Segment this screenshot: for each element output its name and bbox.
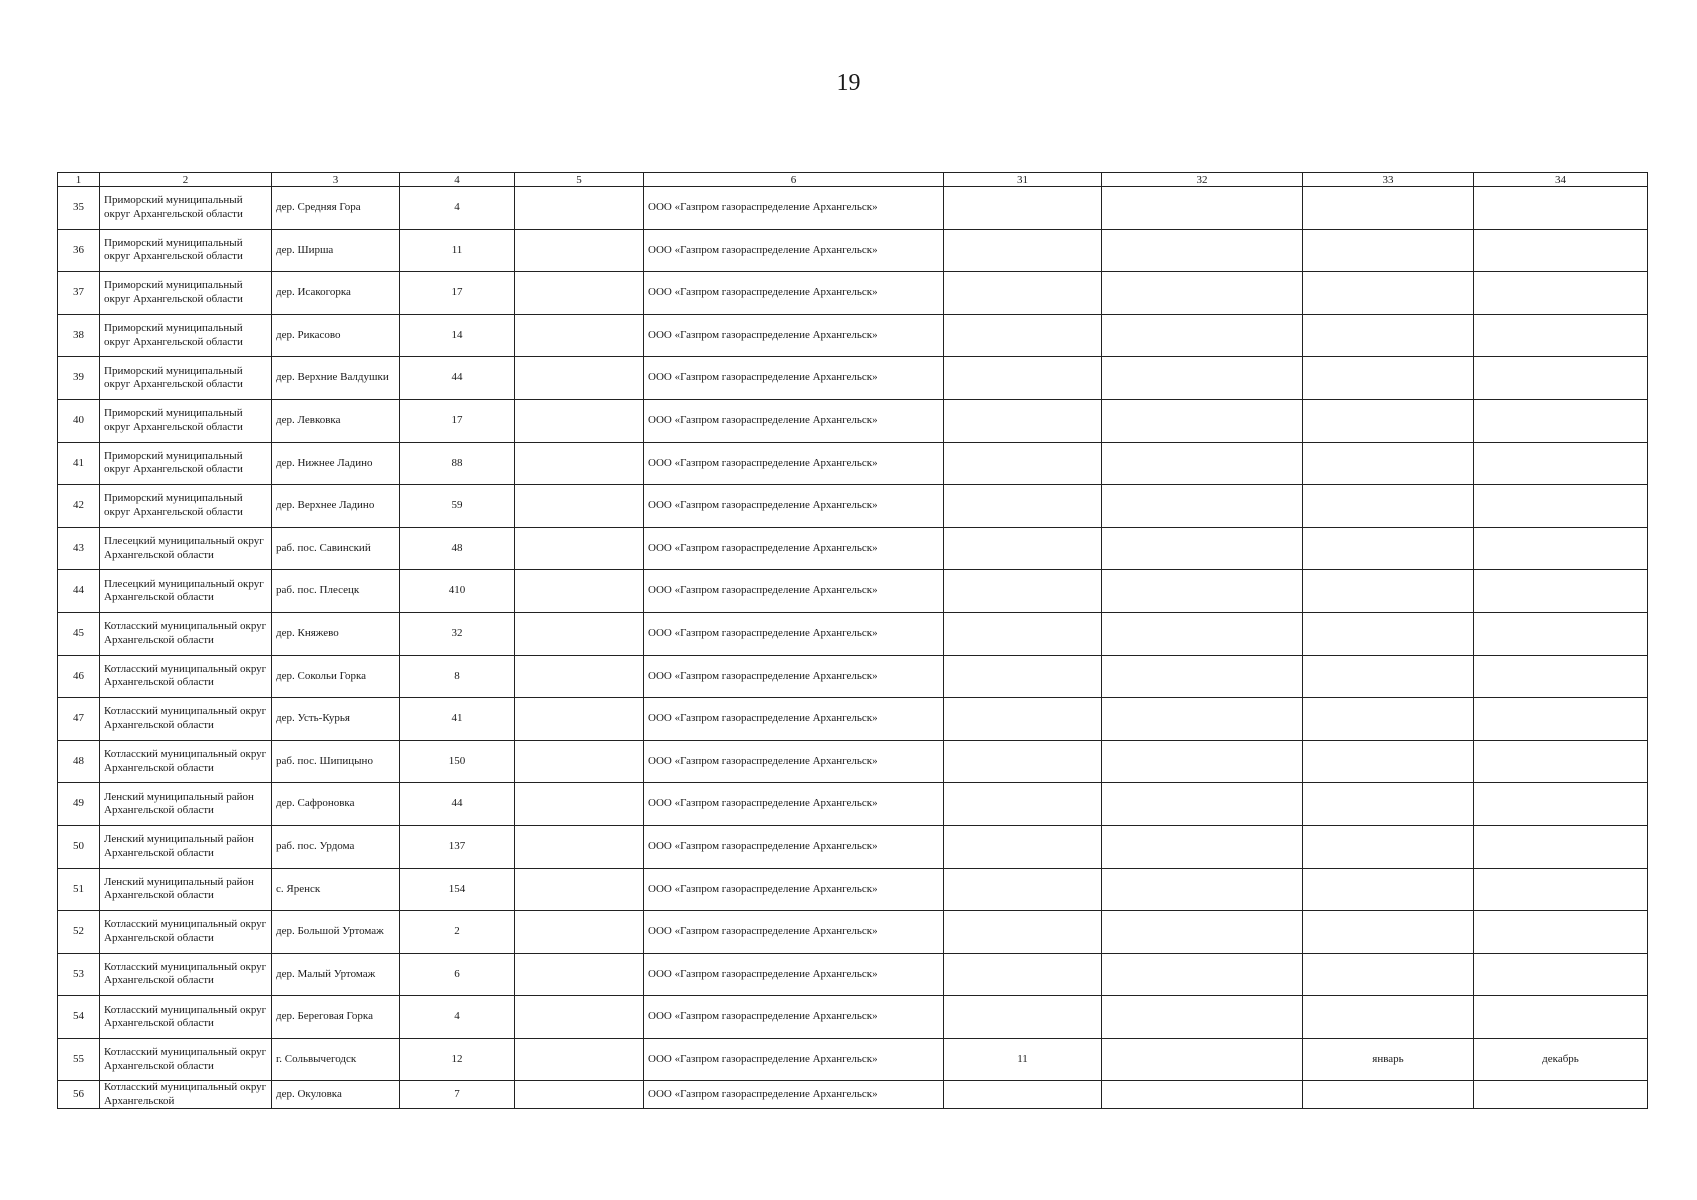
column-31-cell [944, 783, 1102, 826]
row-number: 50 [58, 825, 100, 868]
column-32-cell [1102, 442, 1303, 485]
district-cell: Ленский муниципальный район Архангельской области [100, 783, 272, 826]
column-34-cell [1474, 570, 1648, 613]
column-5-cell [515, 399, 644, 442]
table-row [58, 783, 1648, 826]
district-cell: Котласский муниципальный округ Архангельской области [100, 698, 272, 741]
organization-cell: ООО «Газпром газораспределение Архангельск» [644, 187, 944, 230]
column-34-cell [1474, 868, 1648, 911]
column-header: 2 [100, 173, 272, 187]
column-33-cell [1303, 996, 1474, 1039]
column-34-cell [1474, 442, 1648, 485]
organization-cell: ООО «Газпром газораспределение Архангельск» [644, 911, 944, 954]
column-33-cell [1303, 953, 1474, 996]
column-31-cell [944, 868, 1102, 911]
column-5-cell [515, 655, 644, 698]
count-cell: 11 [400, 229, 515, 272]
column-31-cell [944, 442, 1102, 485]
row-number: 38 [58, 314, 100, 357]
table-row [58, 868, 1648, 911]
column-34-cell [1474, 698, 1648, 741]
column-32-cell [1102, 655, 1303, 698]
column-33-cell [1303, 825, 1474, 868]
district-cell: Ленский муниципальный район Архангельской области [100, 825, 272, 868]
table-body [58, 187, 1648, 1109]
column-5-cell [515, 187, 644, 230]
district-cell: Котласский муниципальный округ Архангельской области [100, 996, 272, 1039]
district-cell: Котласский муниципальный округ Архангельской области [100, 953, 272, 996]
column-33-cell [1303, 314, 1474, 357]
settlement-cell: дер. Большой Уртомаж [272, 911, 400, 954]
column-5-cell [515, 911, 644, 954]
column-33-cell [1303, 612, 1474, 655]
table-row [58, 229, 1648, 272]
table-row [58, 698, 1648, 741]
column-32-cell [1102, 911, 1303, 954]
table-row [58, 612, 1648, 655]
column-5-cell [515, 740, 644, 783]
row-number: 53 [58, 953, 100, 996]
column-33-cell [1303, 570, 1474, 613]
district-cell: Котласский муниципальный округ Архангельской области [100, 911, 272, 954]
district-cell: Приморский муниципальный округ Архангельской области [100, 272, 272, 315]
table-row [58, 953, 1648, 996]
column-31-cell [944, 740, 1102, 783]
column-5-cell [515, 825, 644, 868]
district-cell: Приморский муниципальный округ Архангельской области [100, 485, 272, 528]
organization-cell: ООО «Газпром газораспределение Архангельск» [644, 783, 944, 826]
row-number: 42 [58, 485, 100, 528]
count-cell: 17 [400, 399, 515, 442]
organization-cell: ООО «Газпром газораспределение Архангельск» [644, 996, 944, 1039]
column-32-cell [1102, 272, 1303, 315]
organization-cell: ООО «Газпром газораспределение Архангельск» [644, 698, 944, 741]
column-31-cell [944, 229, 1102, 272]
settlement-cell: дер. Сокольи Горка [272, 655, 400, 698]
settlement-cell: дер. Усть-Курья [272, 698, 400, 741]
column-32-cell [1102, 825, 1303, 868]
settlement-cell: дер. Левковка [272, 399, 400, 442]
column-32-cell [1102, 868, 1303, 911]
district-cell: Приморский муниципальный округ Архангельской области [100, 357, 272, 400]
column-5-cell [515, 612, 644, 655]
column-31-cell [944, 655, 1102, 698]
settlement-cell: дер. Верхнее Ладино [272, 485, 400, 528]
district-cell: Приморский муниципальный округ Архангельской области [100, 229, 272, 272]
column-34-cell [1474, 953, 1648, 996]
row-number: 37 [58, 272, 100, 315]
count-cell: 4 [400, 996, 515, 1039]
settlement-cell: дер. Княжево [272, 612, 400, 655]
row-number: 41 [58, 442, 100, 485]
table-row [58, 187, 1648, 230]
organization-cell: ООО «Газпром газораспределение Архангельск» [644, 1081, 944, 1109]
column-34-cell [1474, 399, 1648, 442]
count-cell: 44 [400, 357, 515, 400]
column-31-cell [944, 272, 1102, 315]
column-5-cell [515, 1038, 644, 1081]
column-34-cell [1474, 229, 1648, 272]
row-number: 56 [58, 1081, 100, 1109]
column-33-cell [1303, 187, 1474, 230]
organization-cell: ООО «Газпром газораспределение Архангельск» [644, 953, 944, 996]
settlement-cell: раб. пос. Плесецк [272, 570, 400, 613]
table-row [58, 996, 1648, 1039]
column-31-cell [944, 698, 1102, 741]
column-34-cell [1474, 911, 1648, 954]
organization-cell: ООО «Газпром газораспределение Архангельск» [644, 442, 944, 485]
column-31-cell [944, 357, 1102, 400]
column-header: 3 [272, 173, 400, 187]
column-header: 34 [1474, 173, 1648, 187]
count-cell: 48 [400, 527, 515, 570]
district-cell: Котласский муниципальный округ Архангельской области [100, 1038, 272, 1081]
column-31-cell [944, 570, 1102, 613]
column-34-cell [1474, 825, 1648, 868]
column-33-cell [1303, 399, 1474, 442]
count-cell: 410 [400, 570, 515, 613]
count-cell: 150 [400, 740, 515, 783]
row-number: 39 [58, 357, 100, 400]
column-34-cell [1474, 485, 1648, 528]
column-5-cell [515, 357, 644, 400]
column-34-cell [1474, 996, 1648, 1039]
organization-cell: ООО «Газпром газораспределение Архангельск» [644, 868, 944, 911]
column-header: 31 [944, 173, 1102, 187]
row-number: 36 [58, 229, 100, 272]
row-number: 54 [58, 996, 100, 1039]
column-5-cell [515, 442, 644, 485]
organization-cell: ООО «Газпром газораспределение Архангельск» [644, 1038, 944, 1081]
column-31-cell [944, 996, 1102, 1039]
settlement-cell: г. Сольвычегодск [272, 1038, 400, 1081]
settlement-cell: дер. Окуловка [272, 1081, 400, 1109]
count-cell: 2 [400, 911, 515, 954]
settlement-cell: раб. пос. Савинский [272, 527, 400, 570]
column-5-cell [515, 953, 644, 996]
column-33-cell [1303, 229, 1474, 272]
column-31-cell [944, 612, 1102, 655]
organization-cell: ООО «Газпром газораспределение Архангельск» [644, 655, 944, 698]
organization-cell: ООО «Газпром газораспределение Архангельск» [644, 825, 944, 868]
settlement-cell: дер. Береговая Горка [272, 996, 400, 1039]
district-cell: Котласский муниципальный округ Архангельской области [100, 612, 272, 655]
settlement-cell: дер. Рикасово [272, 314, 400, 357]
column-31-cell: 11 [944, 1038, 1102, 1081]
column-33-cell [1303, 911, 1474, 954]
column-32-cell [1102, 953, 1303, 996]
row-number: 55 [58, 1038, 100, 1081]
settlement-cell: раб. пос. Урдома [272, 825, 400, 868]
column-31-cell [944, 911, 1102, 954]
district-cell: Приморский муниципальный округ Архангельской области [100, 314, 272, 357]
organization-cell: ООО «Газпром газораспределение Архангельск» [644, 612, 944, 655]
row-number: 44 [58, 570, 100, 613]
settlement-cell: раб. пос. Шипицыно [272, 740, 400, 783]
column-31-cell [944, 953, 1102, 996]
column-32-cell [1102, 1081, 1303, 1109]
column-32-cell [1102, 612, 1303, 655]
column-34-cell [1474, 272, 1648, 315]
count-cell: 14 [400, 314, 515, 357]
column-33-cell [1303, 868, 1474, 911]
page-number: 19 [836, 70, 861, 96]
column-header: 5 [515, 173, 644, 187]
column-32-cell [1102, 527, 1303, 570]
column-33-cell: январь [1303, 1038, 1474, 1081]
column-33-cell [1303, 1081, 1474, 1109]
table-row [58, 825, 1648, 868]
column-31-cell [944, 187, 1102, 230]
column-5-cell [515, 783, 644, 826]
settlement-cell: дер. Исакогорка [272, 272, 400, 315]
column-33-cell [1303, 442, 1474, 485]
row-number: 40 [58, 399, 100, 442]
column-32-cell [1102, 485, 1303, 528]
district-cell: Ленский муниципальный район Архангельской области [100, 868, 272, 911]
column-32-cell [1102, 314, 1303, 357]
table-row [58, 272, 1648, 315]
table-row [58, 357, 1648, 400]
count-cell: 17 [400, 272, 515, 315]
row-number: 52 [58, 911, 100, 954]
district-cell: Котласский муниципальный округ Архангельской области [100, 740, 272, 783]
column-5-cell [515, 570, 644, 613]
district-cell: Приморский муниципальный округ Архангельской области [100, 442, 272, 485]
column-32-cell [1102, 570, 1303, 613]
row-number: 48 [58, 740, 100, 783]
count-cell: 44 [400, 783, 515, 826]
count-cell: 8 [400, 655, 515, 698]
column-header: 33 [1303, 173, 1474, 187]
column-5-cell [515, 1081, 644, 1109]
column-32-cell [1102, 1038, 1303, 1081]
organization-cell: ООО «Газпром газораспределение Архангельск» [644, 570, 944, 613]
column-33-cell [1303, 740, 1474, 783]
column-5-cell [515, 868, 644, 911]
column-33-cell [1303, 655, 1474, 698]
column-34-cell: декабрь [1474, 1038, 1648, 1081]
row-number: 35 [58, 187, 100, 230]
table-row [58, 570, 1648, 613]
table-row [58, 1038, 1648, 1081]
column-34-cell [1474, 187, 1648, 230]
column-header: 32 [1102, 173, 1303, 187]
settlement-cell: дер. Верхние Валдушки [272, 357, 400, 400]
count-cell: 88 [400, 442, 515, 485]
count-cell: 41 [400, 698, 515, 741]
organization-cell: ООО «Газпром газораспределение Архангельск» [644, 229, 944, 272]
row-number: 46 [58, 655, 100, 698]
column-34-cell [1474, 357, 1648, 400]
column-header: 1 [58, 173, 100, 187]
column-32-cell [1102, 187, 1303, 230]
column-34-cell [1474, 612, 1648, 655]
organization-cell: ООО «Газпром газораспределение Архангельск» [644, 314, 944, 357]
settlement-cell: дер. Сафроновка [272, 783, 400, 826]
count-cell: 4 [400, 187, 515, 230]
row-number: 47 [58, 698, 100, 741]
header-row [58, 173, 1648, 187]
organization-cell: ООО «Газпром газораспределение Архангельск» [644, 399, 944, 442]
table-row [58, 1081, 1648, 1109]
column-header: 4 [400, 173, 515, 187]
count-cell: 137 [400, 825, 515, 868]
organization-cell: ООО «Газпром газораспределение Архангельск» [644, 357, 944, 400]
district-cell: Котласский муниципальный округ Архангельской [100, 1081, 272, 1109]
column-33-cell [1303, 698, 1474, 741]
column-31-cell [944, 399, 1102, 442]
settlement-cell: дер. Малый Уртомаж [272, 953, 400, 996]
count-cell: 6 [400, 953, 515, 996]
column-33-cell [1303, 783, 1474, 826]
district-cell: Приморский муниципальный округ Архангельской области [100, 187, 272, 230]
column-34-cell [1474, 314, 1648, 357]
column-5-cell [515, 698, 644, 741]
count-cell: 7 [400, 1081, 515, 1109]
column-5-cell [515, 272, 644, 315]
column-31-cell [944, 825, 1102, 868]
column-34-cell [1474, 783, 1648, 826]
table-row [58, 911, 1648, 954]
column-33-cell [1303, 357, 1474, 400]
district-cell: Плесецкий муниципальный округ Архангельской области [100, 570, 272, 613]
table-row [58, 442, 1648, 485]
column-31-cell [944, 527, 1102, 570]
district-cell: Плесецкий муниципальный округ Архангельской области [100, 527, 272, 570]
column-5-cell [515, 229, 644, 272]
column-32-cell [1102, 698, 1303, 741]
settlement-cell: дер. Ширша [272, 229, 400, 272]
district-cell: Приморский муниципальный округ Архангельской области [100, 399, 272, 442]
row-number: 45 [58, 612, 100, 655]
count-cell: 32 [400, 612, 515, 655]
row-number: 51 [58, 868, 100, 911]
settlement-cell: с. Яренск [272, 868, 400, 911]
column-31-cell [944, 314, 1102, 357]
table-row [58, 314, 1648, 357]
column-34-cell [1474, 655, 1648, 698]
count-cell: 12 [400, 1038, 515, 1081]
column-34-cell [1474, 1081, 1648, 1109]
organization-cell: ООО «Газпром газораспределение Архангельск» [644, 272, 944, 315]
column-34-cell [1474, 740, 1648, 783]
column-5-cell [515, 485, 644, 528]
organization-cell: ООО «Газпром газораспределение Архангельск» [644, 527, 944, 570]
column-34-cell [1474, 527, 1648, 570]
table-row [58, 399, 1648, 442]
column-5-cell [515, 314, 644, 357]
table-row [58, 740, 1648, 783]
column-32-cell [1102, 229, 1303, 272]
column-32-cell [1102, 783, 1303, 826]
organization-cell: ООО «Газпром газораспределение Архангельск» [644, 485, 944, 528]
column-32-cell [1102, 996, 1303, 1039]
column-31-cell [944, 1081, 1102, 1109]
row-number: 43 [58, 527, 100, 570]
column-32-cell [1102, 399, 1303, 442]
column-33-cell [1303, 272, 1474, 315]
column-5-cell [515, 527, 644, 570]
column-header: 6 [644, 173, 944, 187]
row-number: 49 [58, 783, 100, 826]
column-33-cell [1303, 485, 1474, 528]
settlement-cell: дер. Средняя Гора [272, 187, 400, 230]
table-row [58, 485, 1648, 528]
column-5-cell [515, 996, 644, 1039]
column-32-cell [1102, 357, 1303, 400]
table-row [58, 527, 1648, 570]
column-33-cell [1303, 527, 1474, 570]
settlement-cell: дер. Нижнее Ладино [272, 442, 400, 485]
count-cell: 154 [400, 868, 515, 911]
column-31-cell [944, 485, 1102, 528]
district-cell: Котласский муниципальный округ Архангельской области [100, 655, 272, 698]
organization-cell: ООО «Газпром газораспределение Архангельск» [644, 740, 944, 783]
gasification-table [57, 172, 1648, 1109]
column-32-cell [1102, 740, 1303, 783]
count-cell: 59 [400, 485, 515, 528]
table-row [58, 655, 1648, 698]
